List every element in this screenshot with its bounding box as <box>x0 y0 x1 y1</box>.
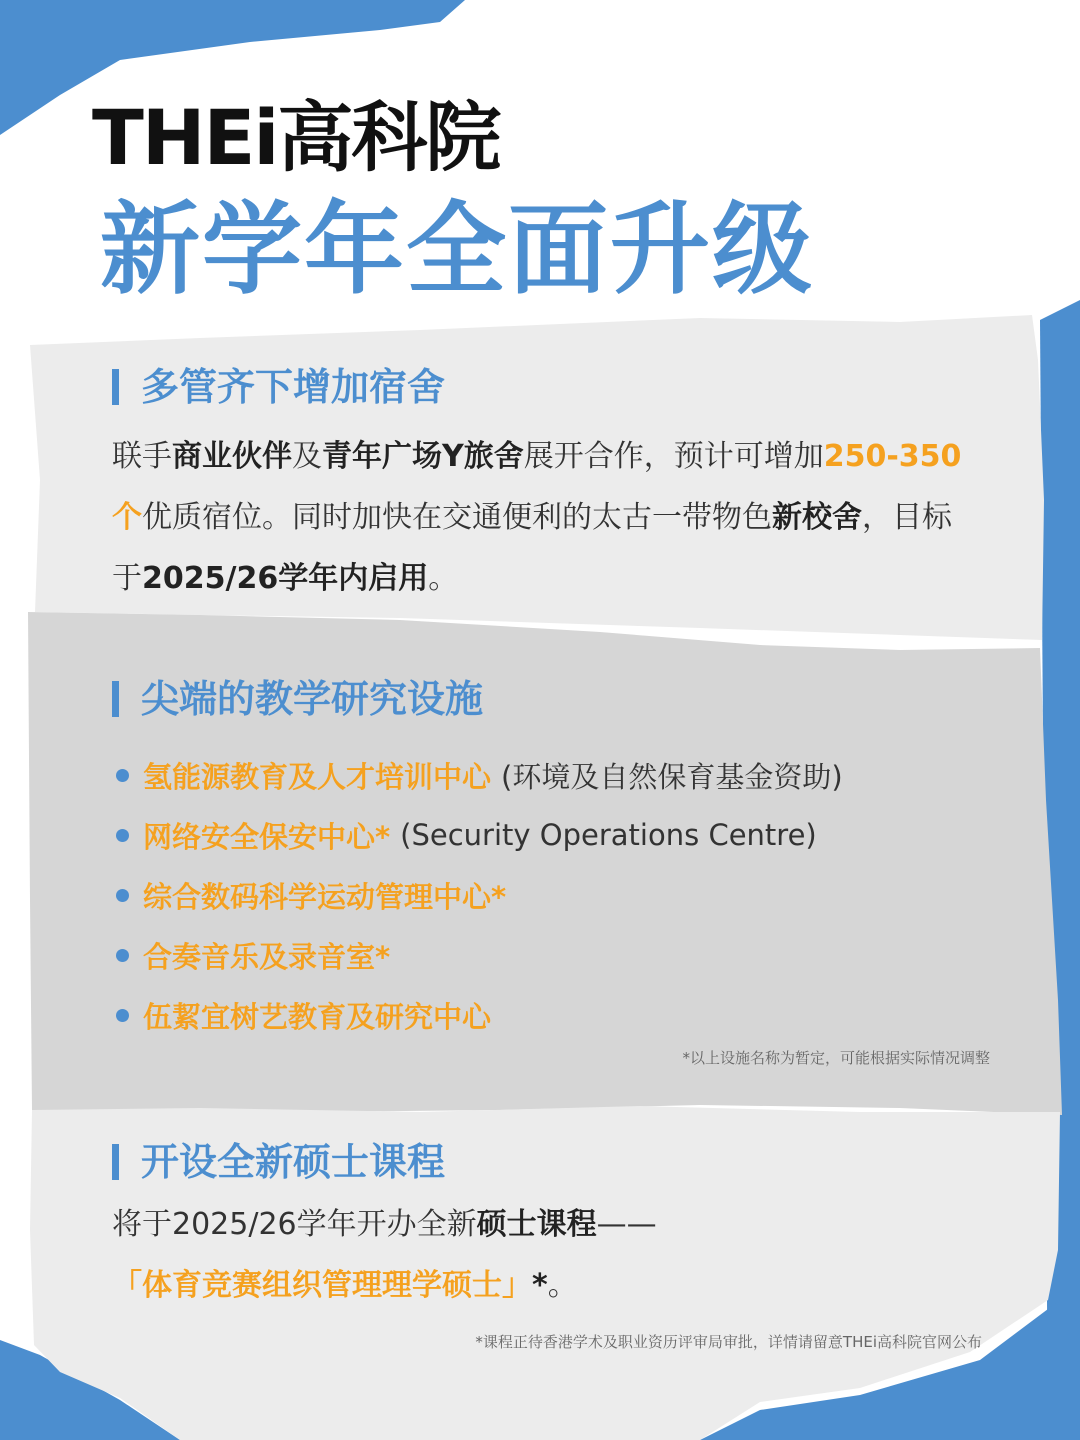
section-title-dormitory <box>112 365 446 409</box>
section-title-masters <box>112 1140 446 1184</box>
list-item <box>116 925 843 985</box>
para-bold: 硕士课程 <box>476 1207 597 1242</box>
facility-name: 网络安全保安中心* <box>143 819 391 854</box>
masters-paragraph <box>112 1194 972 1316</box>
para-bold: 青年广场Y旅舍 <box>322 439 524 474</box>
list-item <box>116 865 843 925</box>
para-highlight: 250-350个 <box>112 439 962 535</box>
para-bold: 新校舍 <box>772 500 862 535</box>
section-title-text: 多管齐下增加宿舍 <box>141 365 446 409</box>
dormitory-paragraph <box>112 426 972 609</box>
para-text: 及 <box>292 439 322 474</box>
facility-name: 综合数码科学运动管理中心* <box>143 879 507 914</box>
section-title-text: 开设全新硕士课程 <box>141 1140 446 1184</box>
facility-extra: (Security Operations Centre) <box>400 818 817 852</box>
para-text: 将于2025/26学年开办全新 <box>112 1207 477 1242</box>
section-title-text: 尖端的教学研究设施 <box>141 677 484 721</box>
facility-extra: (环境及自然保育基金资助) <box>501 759 843 794</box>
masters-footnote: *课程正待香港学术及职业资历评审局审批，详情请留意THEi高科院官网公布 <box>475 1333 982 1351</box>
section-marker <box>112 1144 119 1180</box>
section-marker <box>112 681 119 717</box>
facility-name: 伍絜宜树艺教育及研究中心 <box>143 999 492 1034</box>
bullet-dot <box>116 769 129 782</box>
list-item <box>116 985 843 1045</box>
list-item <box>116 745 843 805</box>
para-text: 联手 <box>112 439 172 474</box>
facilities-list <box>116 745 843 1045</box>
para-bold: 2025/26学年内启用 <box>142 561 429 596</box>
facility-name: 合奏音乐及录音室* <box>143 939 391 974</box>
para-text: 。 <box>428 561 459 596</box>
facilities-footnote: *以上设施名称为暂定，可能根据实际情况调整 <box>682 1049 990 1067</box>
bullet-dot <box>116 889 129 902</box>
facility-name: 氢能源教育及人才培训中心 <box>143 759 492 794</box>
bullet-dot <box>116 949 129 962</box>
para-bold: 商业伙伴 <box>172 439 292 474</box>
para-bold: * <box>532 1268 548 1303</box>
programme-name: 「体育竞赛组织管理理学硕士」 <box>112 1268 532 1303</box>
section-title-facilities <box>112 677 484 721</box>
para-text: 展开合作，预计可增加 <box>523 439 824 474</box>
page-headline: 新学年全面升级 <box>100 191 814 308</box>
brand-title: THEi高科院 <box>92 93 500 182</box>
bullet-dot <box>116 1009 129 1022</box>
para-text: 。 <box>547 1268 578 1303</box>
para-text: —— <box>596 1207 657 1242</box>
para-text: 优质宿位。同时加快在交通便利的太古一带物色 <box>142 500 772 535</box>
bullet-dot <box>116 829 129 842</box>
para-text: ，目标于 <box>112 500 952 596</box>
section-marker <box>112 369 119 405</box>
list-item <box>116 805 843 865</box>
